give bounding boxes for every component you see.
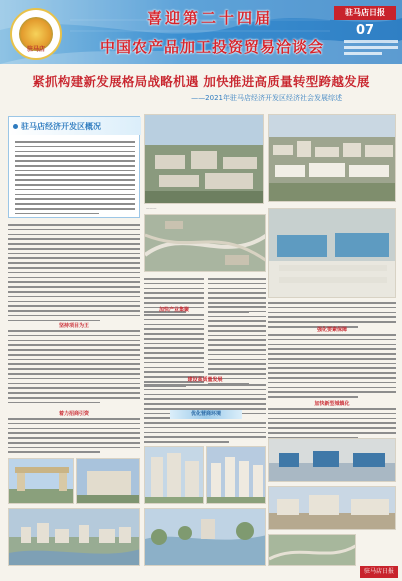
page-number: 07 [356, 23, 375, 38]
masthead-banner [0, 0, 402, 64]
masthead-meta [344, 40, 398, 58]
section-heading: 加快新型城镇化 [314, 401, 350, 407]
masthead-title: 中国农产品加工投资贸易洽谈会 [99, 38, 324, 56]
section-heading: 着力招商引资 [58, 411, 89, 417]
article-subheadline: ——2021年驻马店经济开发区经济社会发展综述 [191, 94, 342, 102]
middle-column-text-f [144, 422, 266, 446]
masthead-supertitle: 喜迎第二十四届 [146, 9, 273, 27]
overview-box [8, 116, 140, 218]
photo-residential-towers [206, 446, 266, 504]
section-heading: 加快产业集聚 [158, 307, 189, 313]
photo-factory-production-line [268, 208, 396, 298]
newspaper-logo: 驻马店日报 [334, 6, 396, 20]
section-heading: 坚持项目为王 [58, 323, 89, 329]
overview-text [15, 141, 135, 218]
section-heading: 建设高质量发展 [187, 377, 223, 383]
photo-highway-interchange [144, 214, 266, 272]
article-headline: 紧抓构建新发展格局战略机遇 加快推进高质量转型跨越发展 [32, 74, 370, 89]
bullet-icon [13, 124, 18, 129]
photo-lake-park [144, 508, 266, 566]
photo-industrial-park-aerial [144, 114, 264, 204]
newspaper-stamp-logo: 驻马店日报 [360, 566, 398, 578]
expo-emblem-icon [10, 8, 62, 60]
photo-plaza-building [76, 458, 140, 504]
section-heading: 强化要素保障 [316, 327, 347, 333]
photo-construction-site [268, 486, 396, 530]
left-column-text-3 [8, 418, 140, 456]
emblem-text: 驻马店 [26, 46, 45, 53]
photo-river-city-panorama [8, 508, 140, 566]
left-column-text-1 [8, 224, 140, 324]
photo-workshop-workers [268, 438, 396, 482]
section-heading-blue: 优化营商环境 [170, 410, 242, 419]
right-column-text-b [268, 334, 396, 401]
photo-tall-buildings [144, 446, 204, 504]
left-column-text-2 [8, 330, 140, 407]
photo-highway-aerial [268, 534, 356, 566]
photo-city-aerial [268, 114, 396, 202]
overview-title: 驻马店经济开发区概况 [21, 122, 101, 131]
photo-city-gate [8, 458, 74, 504]
photo-caption: ——— [146, 206, 157, 210]
right-column-text-c [268, 408, 396, 441]
